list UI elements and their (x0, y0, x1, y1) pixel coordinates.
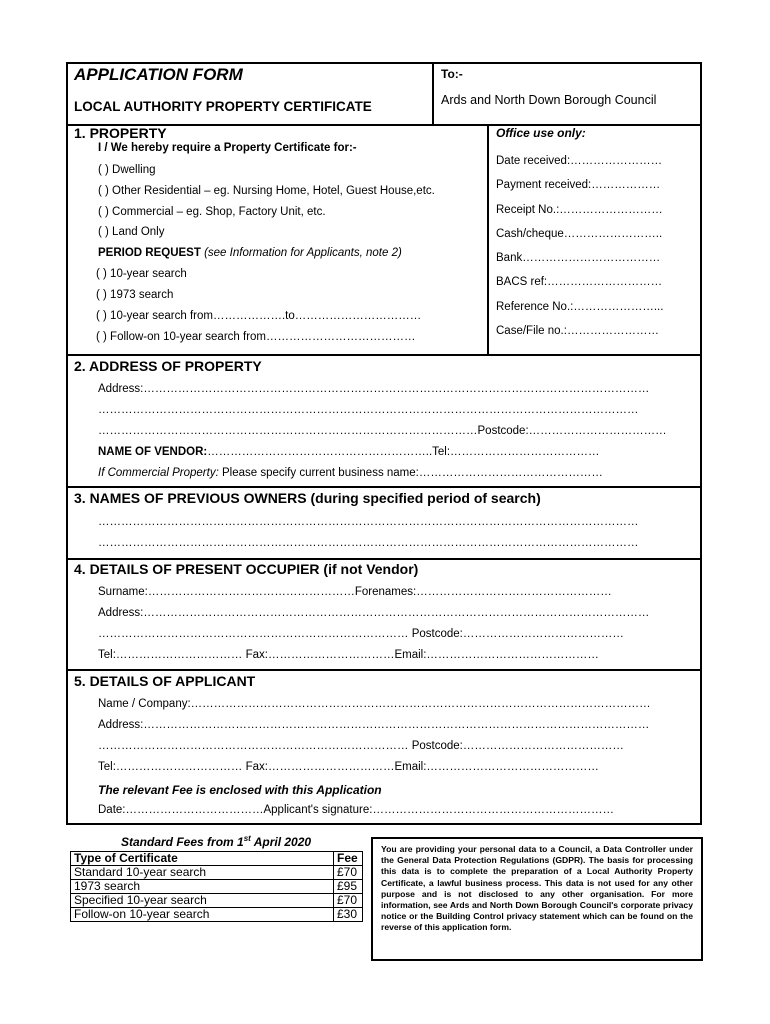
section-divider-3 (68, 486, 700, 488)
section-address-title: 2. ADDRESS OF PROPERTY (74, 358, 262, 374)
occupier-contact-field[interactable]: Tel:…………………………… Fax:……………………………Email:……………………………………… (98, 649, 599, 661)
period-request (98, 247, 402, 259)
option-land-only[interactable]: ( ) Land Only (98, 226, 165, 238)
council-name: Ards and North Down Borough Council (441, 93, 657, 107)
fee-amount: £30 (334, 908, 363, 922)
period-option-specified[interactable]: ( ) 10-year search from……………….to…………………………… (96, 310, 422, 322)
section-divider-2 (68, 354, 700, 356)
section-divider-4 (68, 558, 700, 560)
section-previous-owners-title: 3. NAMES OF PREVIOUS OWNERS (during specified period of search) (74, 490, 541, 506)
section-applicant-title: 5. DETAILS OF APPLICANT (74, 673, 256, 689)
office-reference-no: Reference No.:…………………... (496, 301, 664, 313)
office-divider (487, 124, 489, 354)
fee-amount: £70 (334, 894, 363, 908)
vendor-label: NAME OF VENDOR: (98, 446, 208, 458)
form-subtitle: LOCAL AUTHORITY PROPERTY CERTIFICATE (74, 99, 372, 114)
office-bacs-ref: BACS ref:………………………… (496, 276, 663, 288)
section-occupier-title: 4. DETAILS OF PRESENT OCCUPIER (if not Vendor) (74, 561, 419, 577)
option-other-residential[interactable]: ( ) Other Residential – eg. Nursing Home, Hotel, Guest House,etc. (98, 185, 435, 197)
fee-amount: £70 (334, 866, 363, 880)
applicant-postcode-field[interactable]: ……………………………………………………………………… Postcode:…………………………………… (98, 740, 624, 752)
table-row (71, 880, 363, 894)
fees-table (70, 851, 363, 922)
commercial-business-field[interactable] (98, 467, 690, 479)
office-use-title: Office use only: (496, 126, 586, 140)
to-label: To:- (441, 67, 463, 81)
header-vertical-divider (432, 64, 434, 124)
table-row (71, 894, 363, 908)
form-title: APPLICATION FORM (74, 65, 243, 84)
fees-header-row (71, 852, 363, 866)
office-bank: Bank……………………………… (496, 252, 661, 264)
office-payment-received: Payment received:……………… (496, 179, 661, 191)
fee-type: 1973 search (71, 880, 334, 894)
commercial-label: If Commercial Property: (98, 467, 219, 479)
address-line-2[interactable]: …………………………………………………………………………………………………………………………… (98, 404, 639, 416)
property-require-text: I / We hereby require a Property Certificate for:- (98, 142, 357, 154)
applicant-name-field[interactable]: Name / Company:………………………………………………………………………………………………………… (98, 698, 651, 710)
applicant-contact-field[interactable]: Tel:…………………………… Fax:……………………………Email:……………………………………… (98, 761, 599, 773)
application-form (66, 62, 702, 825)
fee-amount: £95 (334, 880, 363, 894)
fee-type: Specified 10-year search (71, 894, 334, 908)
period-label: PERIOD REQUEST (98, 247, 201, 259)
section-divider-5 (68, 669, 700, 671)
fees-col-type: Type of Certificate (71, 852, 334, 866)
occupier-postcode-field[interactable]: ……………………………………………………………………… Postcode:…………………………………… (98, 628, 624, 640)
option-dwelling[interactable]: ( ) Dwelling (98, 164, 156, 176)
period-option-10-year[interactable]: ( ) 10-year search (96, 268, 187, 280)
office-cash-cheque: Cash/cheque…………………….. (496, 228, 663, 240)
fees-heading (121, 834, 311, 849)
address-line-3-postcode[interactable]: ………………………………………………………………………………………Postcode:……………………………… (98, 425, 667, 437)
section-property-title: 1. PROPERTY (74, 125, 167, 141)
gdpr-notice: You are providing your personal data to a Council, a Data Controller under the General Data Protection Regulations (GDPR). The basis for processing this data is to complete the preparation of a Local Authority Property Certificate, a lawful business process. This data is not used for any other purpose and is not disclosed to any other organisation. For more information, see Ards and North Down Borough Council's corporate privacy notice or the Building Control privacy statement which can be found on the reverse of this application form. (371, 837, 703, 961)
office-receipt-no: Receipt No.:……………………… (496, 204, 663, 216)
fee-enclosed-note: The relevant Fee is enclosed with this Application (98, 783, 382, 797)
fees-heading-text: Standard Fees from 1 (121, 835, 244, 849)
vendor-dots: …………………………………………………..Tel:………………………………… (207, 446, 600, 458)
option-commercial[interactable]: ( ) Commercial – eg. Shop, Factory Unit, etc. (98, 206, 326, 218)
office-date-received: Date received:…………………… (496, 155, 663, 167)
office-case-file-no: Case/File no.:…………………… (496, 325, 659, 337)
occupier-address-field[interactable]: Address:…………………………………………………………………………………………………………………… (98, 607, 650, 619)
commercial-text: Please specify current business name:………………………………………… (218, 467, 603, 479)
applicant-address-field[interactable]: Address:…………………………………………………………………………………………………………………… (98, 719, 650, 731)
date-signature-field[interactable]: Date:………………………………Applicant's signature:……………………………………………………… (98, 804, 614, 816)
period-note: (see Information for Applicants, note 2) (200, 247, 402, 259)
vendor-field[interactable] (98, 446, 690, 458)
fees-heading-sup: st (243, 834, 251, 843)
table-row (71, 866, 363, 880)
period-option-follow-on[interactable]: ( ) Follow-on 10-year search from………………………………… (96, 331, 416, 343)
fees-heading-end: April 2020 (250, 835, 312, 849)
period-option-1973[interactable]: ( ) 1973 search (96, 289, 174, 301)
occupier-names-field[interactable]: Surname:………………………………………………Forenames:…………………………………………… (98, 586, 612, 598)
fee-type: Follow-on 10-year search (71, 908, 334, 922)
owners-line-2[interactable]: …………………………………………………………………………………………………………………………… (98, 537, 639, 549)
fee-type: Standard 10-year search (71, 866, 334, 880)
fees-col-fee: Fee (334, 852, 363, 866)
address-line-1[interactable]: Address:…………………………………………………………………………………………………………………… (98, 383, 650, 395)
owners-line-1[interactable]: …………………………………………………………………………………………………………………………… (98, 516, 639, 528)
table-row (71, 908, 363, 922)
